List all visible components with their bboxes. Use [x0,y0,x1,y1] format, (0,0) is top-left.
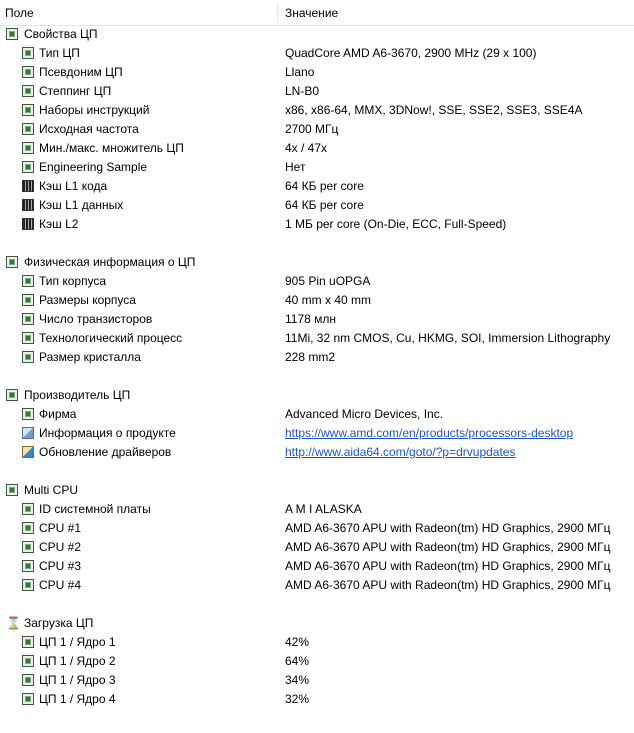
cpu-chip-icon [22,123,34,135]
group-cpu-load[interactable] [0,614,634,633]
cpu-chip-icon [6,256,18,268]
field-name: Кэш L1 данных [39,198,124,212]
cpu-chip-icon [22,674,34,686]
group-cpu-properties[interactable] [0,25,634,44]
cpu-chip-icon [22,541,34,553]
row-cpu-stepping[interactable] [0,82,634,101]
cpu-chip-icon [6,484,18,496]
field-name: Фирма [39,407,77,421]
field-value: A M I ALASKA [285,502,362,516]
cpu-chip-icon [22,351,34,363]
cpu-chip-icon [22,142,34,154]
field-name: Наборы инструкций [39,103,150,117]
group-title: Физическая информация о ЦП [24,255,196,269]
field-name: Тип ЦП [39,46,80,60]
row-cpu-2[interactable] [0,538,634,557]
cpu-chip-icon [22,503,34,515]
field-value: 32% [285,692,310,706]
field-value: 1 МБ per core (On-Die, ECC, Full-Speed) [285,217,507,231]
field-name: ID системной платы [39,502,151,516]
row-process-technology[interactable] [0,329,634,348]
row-cpu-4[interactable] [0,576,634,595]
field-value: 64% [285,654,310,668]
field-value: QuadCore AMD A6-3670, 2900 MHz (29 x 100) [285,46,537,60]
group-title: Multi CPU [24,483,79,497]
field-name: Тип корпуса [39,274,107,288]
field-value: Advanced Micro Devices, Inc. [285,407,444,421]
field-name: CPU #2 [39,540,82,554]
cpu-chip-icon [22,579,34,591]
field-name: ЦП 1 / Ядро 1 [39,635,116,649]
field-value: 40 mm x 40 mm [285,293,372,307]
cpu-chip-icon [22,85,34,97]
cpu-chip-icon [22,161,34,173]
field-name: CPU #3 [39,559,82,573]
row-multiplier[interactable] [0,139,634,158]
row-l1-data-cache[interactable] [0,196,634,215]
row-company[interactable] [0,405,634,424]
row-driver-update[interactable] [0,443,634,462]
hourglass-icon: ⌛ [6,616,21,630]
product-info-link[interactable]: https://www.amd.com/en/products/processors-desktop [285,426,574,440]
cpu-chip-icon [22,66,34,78]
driver-update-link[interactable]: http://www.aida64.com/goto/?p=drvupdates [285,445,516,459]
field-value: AMD A6-3670 APU with Radeon(tm) HD Graphics, 2900 МГц [285,559,611,573]
driver-update-icon [22,446,34,458]
column-header [0,0,634,26]
field-name: Размеры корпуса [39,293,136,307]
row-core-3[interactable] [0,671,634,690]
cpu-chip-icon [22,522,34,534]
field-name: Число транзисторов [39,312,153,326]
field-value: Llano [285,65,315,79]
group-physical-info[interactable] [0,253,634,272]
cpu-chip-icon [22,560,34,572]
column-separator[interactable] [277,3,278,23]
memory-module-icon [22,180,34,192]
cpu-chip-icon [22,636,34,648]
row-original-clock[interactable] [0,120,634,139]
field-name: CPU #4 [39,578,82,592]
cpu-chip-icon [22,104,34,116]
cpu-chip-icon [22,294,34,306]
field-value: LN-B0 [285,84,320,98]
field-value: x86, x86-64, MMX, 3DNow!, SSE, SSE2, SSE3, SSE4A [285,103,583,117]
row-cpu-alias[interactable] [0,63,634,82]
row-cpu-3[interactable] [0,557,634,576]
row-l2-cache[interactable] [0,215,634,234]
field-name: ЦП 1 / Ядро 4 [39,692,116,706]
field-name: Исходная частота [39,122,139,136]
row-engineering-sample[interactable] [0,158,634,177]
field-value: 42% [285,635,310,649]
row-product-info[interactable] [0,424,634,443]
group-title: Загрузка ЦП [24,616,94,630]
field-value: 64 КБ per core [285,179,364,193]
field-value: 34% [285,673,310,687]
field-name: Обновление драйверов [39,445,172,459]
memory-module-icon [22,218,34,230]
cpu-chip-icon [22,275,34,287]
row-core-4[interactable] [0,690,634,709]
group-multi-cpu[interactable] [0,481,634,500]
field-name: CPU #1 [39,521,82,535]
cpu-chip-icon [22,655,34,667]
field-name: ЦП 1 / Ядро 3 [39,673,116,687]
field-value: 1178 млн [285,312,337,326]
field-value: Нет [285,160,306,174]
row-package-size[interactable] [0,291,634,310]
memory-module-icon [22,199,34,211]
cpu-chip-icon [6,389,18,401]
field-name: Engineering Sample [39,160,148,174]
row-transistors[interactable] [0,310,634,329]
field-value: 2700 МГц [285,122,339,136]
row-cpu-type[interactable] [0,44,634,63]
row-core-2[interactable] [0,652,634,671]
row-motherboard-id[interactable] [0,500,634,519]
row-package-type[interactable] [0,272,634,291]
row-l1-code-cache[interactable] [0,177,634,196]
row-cpu-1[interactable] [0,519,634,538]
field-name: Степпинг ЦП [39,84,112,98]
column-value[interactable]: Значение [285,6,339,20]
cpu-chip-icon [22,332,34,344]
row-core-1[interactable] [0,633,634,652]
field-name: Псевдоним ЦП [39,65,123,79]
field-name: Кэш L2 [39,217,79,231]
cpu-chip-icon [22,408,34,420]
row-instruction-sets[interactable] [0,101,634,120]
cpu-chip-icon [22,693,34,705]
group-title: Свойства ЦП [24,27,98,41]
field-name: ЦП 1 / Ядро 2 [39,654,116,668]
field-value: AMD A6-3670 APU with Radeon(tm) HD Graphics, 2900 МГц [285,521,611,535]
cpu-chip-icon [22,47,34,59]
field-value: 11Mi, 32 nm CMOS, Cu, HKMG, SOI, Immersion Lithography [285,331,611,345]
web-link-icon [22,427,34,439]
field-value: 64 КБ per core [285,198,364,212]
group-vendor[interactable] [0,386,634,405]
field-name: Технологический процесс [39,331,183,345]
field-value: 905 Pin uOPGA [285,274,371,288]
field-value: AMD A6-3670 APU with Radeon(tm) HD Graphics, 2900 МГц [285,540,611,554]
field-name: Кэш L1 кода [39,179,108,193]
field-name: Мин./макс. множитель ЦП [39,141,184,155]
row-die-size[interactable] [0,348,634,367]
field-value: 228 mm2 [285,350,336,364]
cpu-chip-icon [6,28,18,40]
field-name: Информация о продукте [39,426,176,440]
cpu-chip-icon [22,313,34,325]
field-value: 4x / 47x [285,141,328,155]
field-name: Размер кристалла [39,350,141,364]
group-title: Производитель ЦП [24,388,131,402]
column-field[interactable]: Поле [5,6,34,20]
field-value: AMD A6-3670 APU with Radeon(tm) HD Graphics, 2900 МГц [285,578,611,592]
